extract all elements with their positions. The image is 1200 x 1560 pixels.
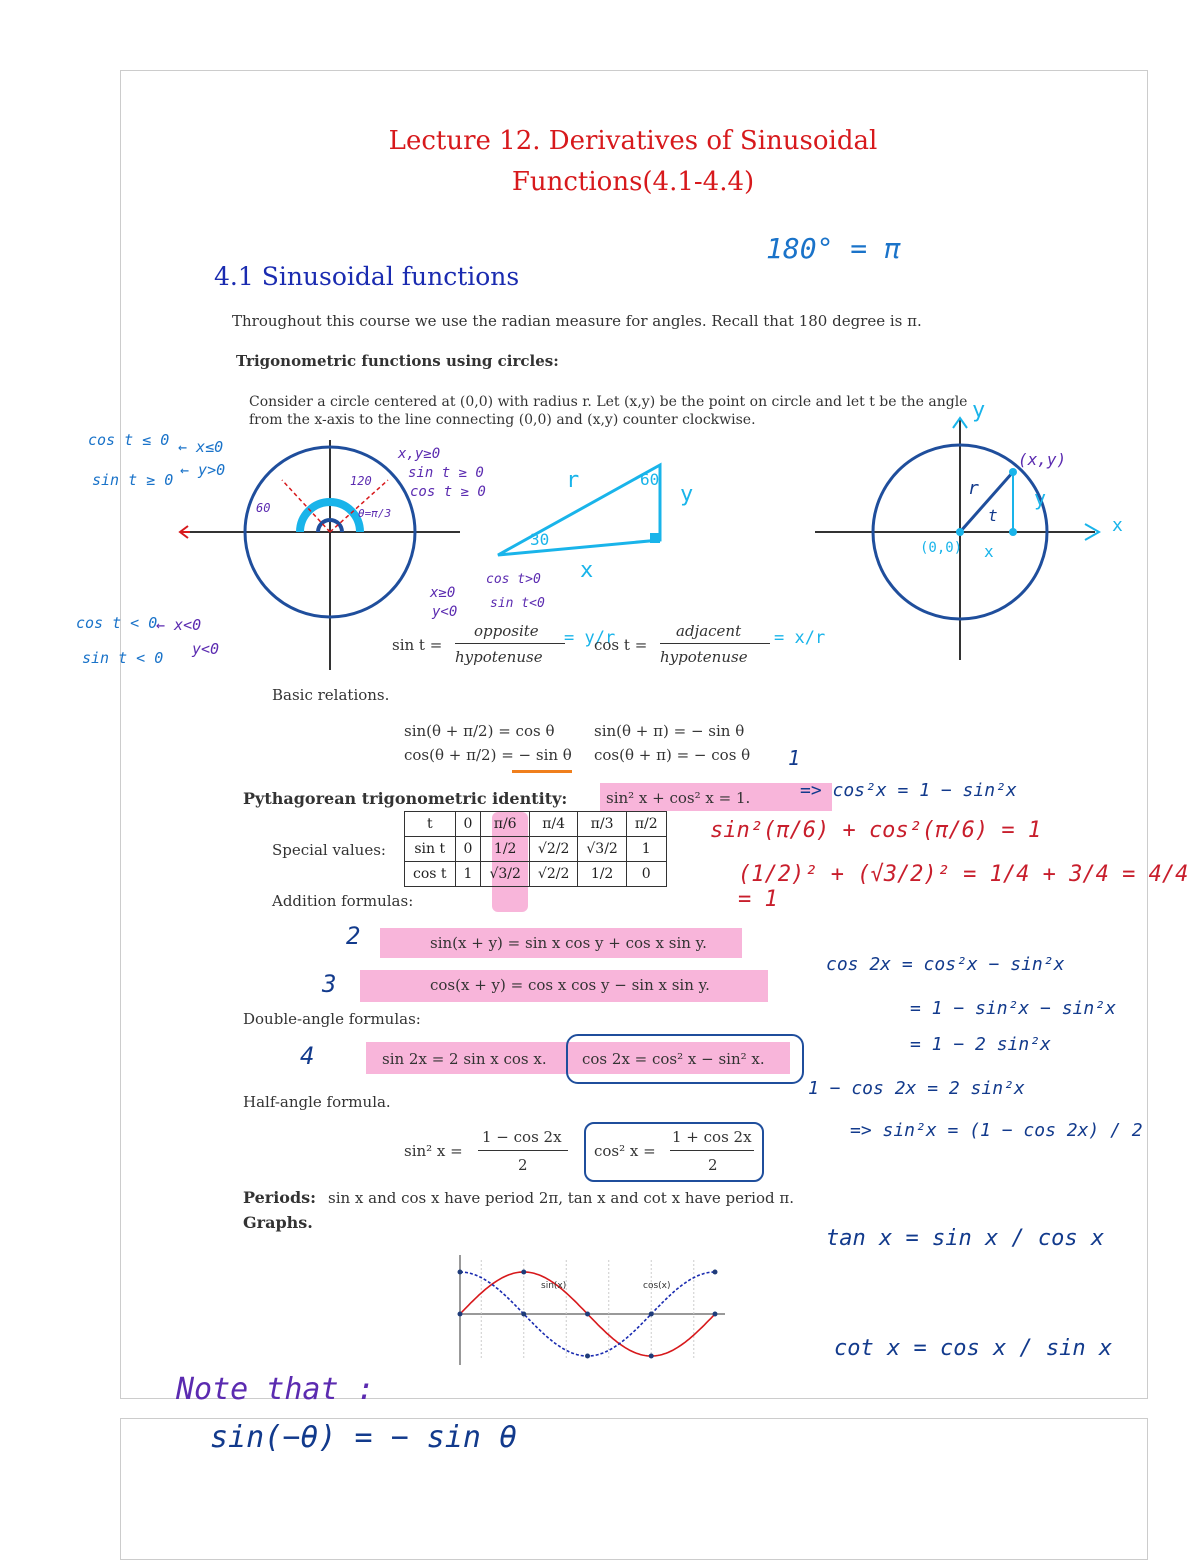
q1-cos-note: cos t ≥ 0 (410, 484, 486, 500)
table-cell: 1 (455, 862, 481, 887)
half-f2-num: 1 + cos 2x (672, 1128, 752, 1146)
data-point (649, 1312, 654, 1317)
intro-text: Throughout this course we use the radian measure for angles. Recall that 180 degree is π. (232, 312, 922, 330)
cos2x-line-5: => sin²x = (1 − cos 2x) / 2 (850, 1120, 1143, 1141)
triangle-x-label: x (580, 558, 594, 583)
data-point (649, 1354, 654, 1359)
data-point (713, 1312, 718, 1317)
angle-120-label: 120 (350, 474, 372, 488)
cos-def-lhs: cos t = (594, 636, 648, 654)
double-formula-1: sin 2x = 2 sin x cos x. (382, 1050, 547, 1068)
q3-sin-note: sin t < 0 (82, 649, 164, 667)
q2-y-note: ← y>0 (180, 461, 226, 479)
lecture-title-line2: Functions(4.1-4.4) (511, 167, 755, 197)
q4-y-note: y<0 (432, 604, 458, 620)
legend-cos: cos(x) (643, 1281, 671, 1291)
marker-1: 1 (788, 746, 801, 770)
basic-relations-label: Basic relations. (272, 686, 390, 704)
angle-60-label: 60 (256, 501, 271, 515)
data-point (521, 1270, 526, 1275)
table-cell: π/2 (626, 812, 666, 837)
special-values-label: Special values: (272, 841, 386, 859)
table-cell: √3/2 (578, 837, 626, 862)
data-point (458, 1312, 463, 1317)
lecture-title-line1: Lecture 12. Derivatives of Sinusoidal (388, 126, 878, 156)
cos-def-handwritten: = x/r (774, 628, 826, 648)
sin-def-den: hypotenuse (455, 648, 543, 666)
data-point (713, 1270, 718, 1275)
triangle-y-label: y (680, 482, 694, 507)
half-angle-label: Half-angle formula. (243, 1093, 391, 1111)
legend-sin: sin(x) (541, 1281, 567, 1291)
addition-formula-2: cos(x + y) = cos x cos y − sin x sin y. (430, 976, 710, 994)
half-f1-bar (478, 1150, 568, 1151)
half-f1-den: 2 (518, 1156, 528, 1174)
basic-relation-2b: cos(θ + π) = − cos θ (594, 746, 751, 764)
q3-x-note: ← x<0 (156, 616, 202, 634)
sin-def-lhs: sin t = (392, 636, 443, 654)
data-point (458, 1270, 463, 1275)
table-cell: √3/2 (481, 862, 529, 887)
graphs-label: Graphs. (243, 1213, 313, 1232)
cos-def-num: adjacent (676, 622, 742, 640)
trig-subheading: Trigonometric functions using circles: (236, 352, 559, 370)
handwritten-deg-note: 180° = π (766, 232, 901, 265)
table-cell: t (405, 812, 456, 837)
triangle-60-label: 60 (640, 470, 660, 489)
table-cell: 0 (455, 837, 481, 862)
sin-def-bar (455, 643, 565, 644)
table-cell: π/6 (481, 812, 529, 837)
angle-pi3-label: θ=π/3 (358, 507, 392, 520)
circle-text-1: Consider a circle centered at (0,0) with radius r. Let (x,y) be the point on circle and let t be the angle (249, 394, 968, 410)
cos2x-line-1: cos 2x = cos²x − sin²x (826, 954, 1065, 975)
right-x-label: x (984, 542, 994, 561)
right-x-axis-label: x (1112, 515, 1123, 536)
data-point (585, 1312, 590, 1317)
table-cell: π/4 (529, 812, 577, 837)
orange-underline (512, 770, 572, 773)
table-row (405, 862, 667, 887)
right-y-axis-label: y (972, 398, 986, 423)
periods-label: Periods: (243, 1188, 317, 1207)
data-point (521, 1312, 526, 1317)
marker-2: 2 (346, 922, 361, 950)
q4-x-note: x≥0 (430, 585, 456, 601)
pythag-label: Pythagorean trigonometric identity: (243, 789, 568, 808)
cos-def-bar (660, 643, 770, 644)
sin-def-handwritten: = y/r (564, 628, 616, 648)
half-f1-num: 1 − cos 2x (482, 1128, 562, 1146)
table-row (405, 837, 667, 862)
triangle-30-label: 30 (530, 530, 550, 549)
unit-circle-right (815, 410, 1135, 665)
q2-x-note: ← x≤0 (178, 438, 224, 456)
basic-relation-1a: sin(θ + π/2) = cos θ (404, 722, 555, 740)
q2-sin-note: sin t ≥ 0 (92, 471, 174, 489)
tan-identity: tan x = sin x / cos x (826, 1226, 1105, 1251)
sin-neg-identity: sin(−θ) = − sin θ (210, 1420, 518, 1455)
special-values-table (404, 811, 667, 887)
right-r-label: r (968, 478, 979, 499)
half-f1-lhs: sin² x = (404, 1142, 463, 1160)
table-cell: 0 (626, 862, 666, 887)
table-row (405, 812, 667, 837)
basic-relation-2a: cos(θ + π/2) = − sin θ (404, 746, 572, 764)
right-t-label: t (988, 506, 998, 525)
q4-cos-note: cos t>0 (486, 572, 541, 587)
q3-cos-note: cos t < 0 (76, 614, 158, 632)
addition-label: Addition formulas: (272, 892, 414, 910)
right-xy-label: (x,y) (1018, 450, 1067, 469)
marker-4: 4 (300, 1042, 315, 1070)
q1-xy-note: x,y≥0 (398, 446, 441, 462)
periods-text: sin x and cos x have period 2π, tan x and cot x have period π. (328, 1189, 795, 1207)
example-line-2: (1/2)² + (√3/2)² = 1/4 + 3/4 = 4/4 = 1 (738, 862, 1189, 912)
cos2x-line-4: 1 − cos 2x = 2 sin²x (808, 1078, 1025, 1099)
q3-y-note: y<0 (192, 640, 220, 658)
double-formula-2: cos 2x = cos² x − sin² x. (582, 1050, 765, 1068)
addition-formula-1: sin(x + y) = sin x cos y + cos x sin y. (430, 934, 707, 952)
data-point (585, 1354, 590, 1359)
sin-cos-graph (445, 1250, 730, 1370)
sin-def-num: opposite (474, 622, 539, 640)
table-cell: sin t (405, 837, 456, 862)
q4-sin-note: sin t<0 (490, 596, 545, 611)
table-cell: 1/2 (578, 862, 626, 887)
cos2x-line-3: = 1 − 2 sin²x (910, 1034, 1051, 1055)
right-y-label: y (1034, 486, 1047, 510)
section-heading: 4.1 Sinusoidal functions (214, 262, 520, 291)
note-that: Note that : (176, 1372, 375, 1407)
circle-text-2: from the x-axis to the line connecting (0,0) and (x,y) counter clockwise. (249, 412, 756, 428)
marker-3: 3 (322, 970, 337, 998)
pythag-handwritten: => cos²x = 1 − sin²x (800, 780, 1017, 801)
pythag-formula: sin² x + cos² x = 1. (606, 789, 751, 807)
right-origin-label: (0,0) (920, 540, 963, 556)
table-cell: 1/2 (481, 837, 529, 862)
table-cell: 0 (455, 812, 481, 837)
cos2x-line-2: = 1 − sin²x − sin²x (910, 998, 1116, 1019)
table-cell: √2/2 (529, 862, 577, 887)
half-f2-den: 2 (708, 1156, 718, 1174)
example-line-1: sin²(π/6) + cos²(π/6) = 1 (710, 818, 1042, 843)
basic-relation-1b: sin(θ + π) = − sin θ (594, 722, 745, 740)
half-f2-bar (670, 1150, 754, 1151)
table-cell: π/3 (578, 812, 626, 837)
table-cell: 1 (626, 837, 666, 862)
triangle-r-label: r (566, 468, 580, 493)
table-cell: cos t (405, 862, 456, 887)
q1-sin-note: sin t ≥ 0 (408, 465, 484, 481)
half-f2-lhs: cos² x = (594, 1142, 656, 1160)
double-angle-label: Double-angle formulas: (243, 1010, 421, 1028)
cos-def-den: hypotenuse (660, 648, 748, 666)
table-cell: √2/2 (529, 837, 577, 862)
cot-identity: cot x = cos x / sin x (834, 1336, 1113, 1361)
q2-cos-note: cos t ≤ 0 (88, 431, 170, 449)
